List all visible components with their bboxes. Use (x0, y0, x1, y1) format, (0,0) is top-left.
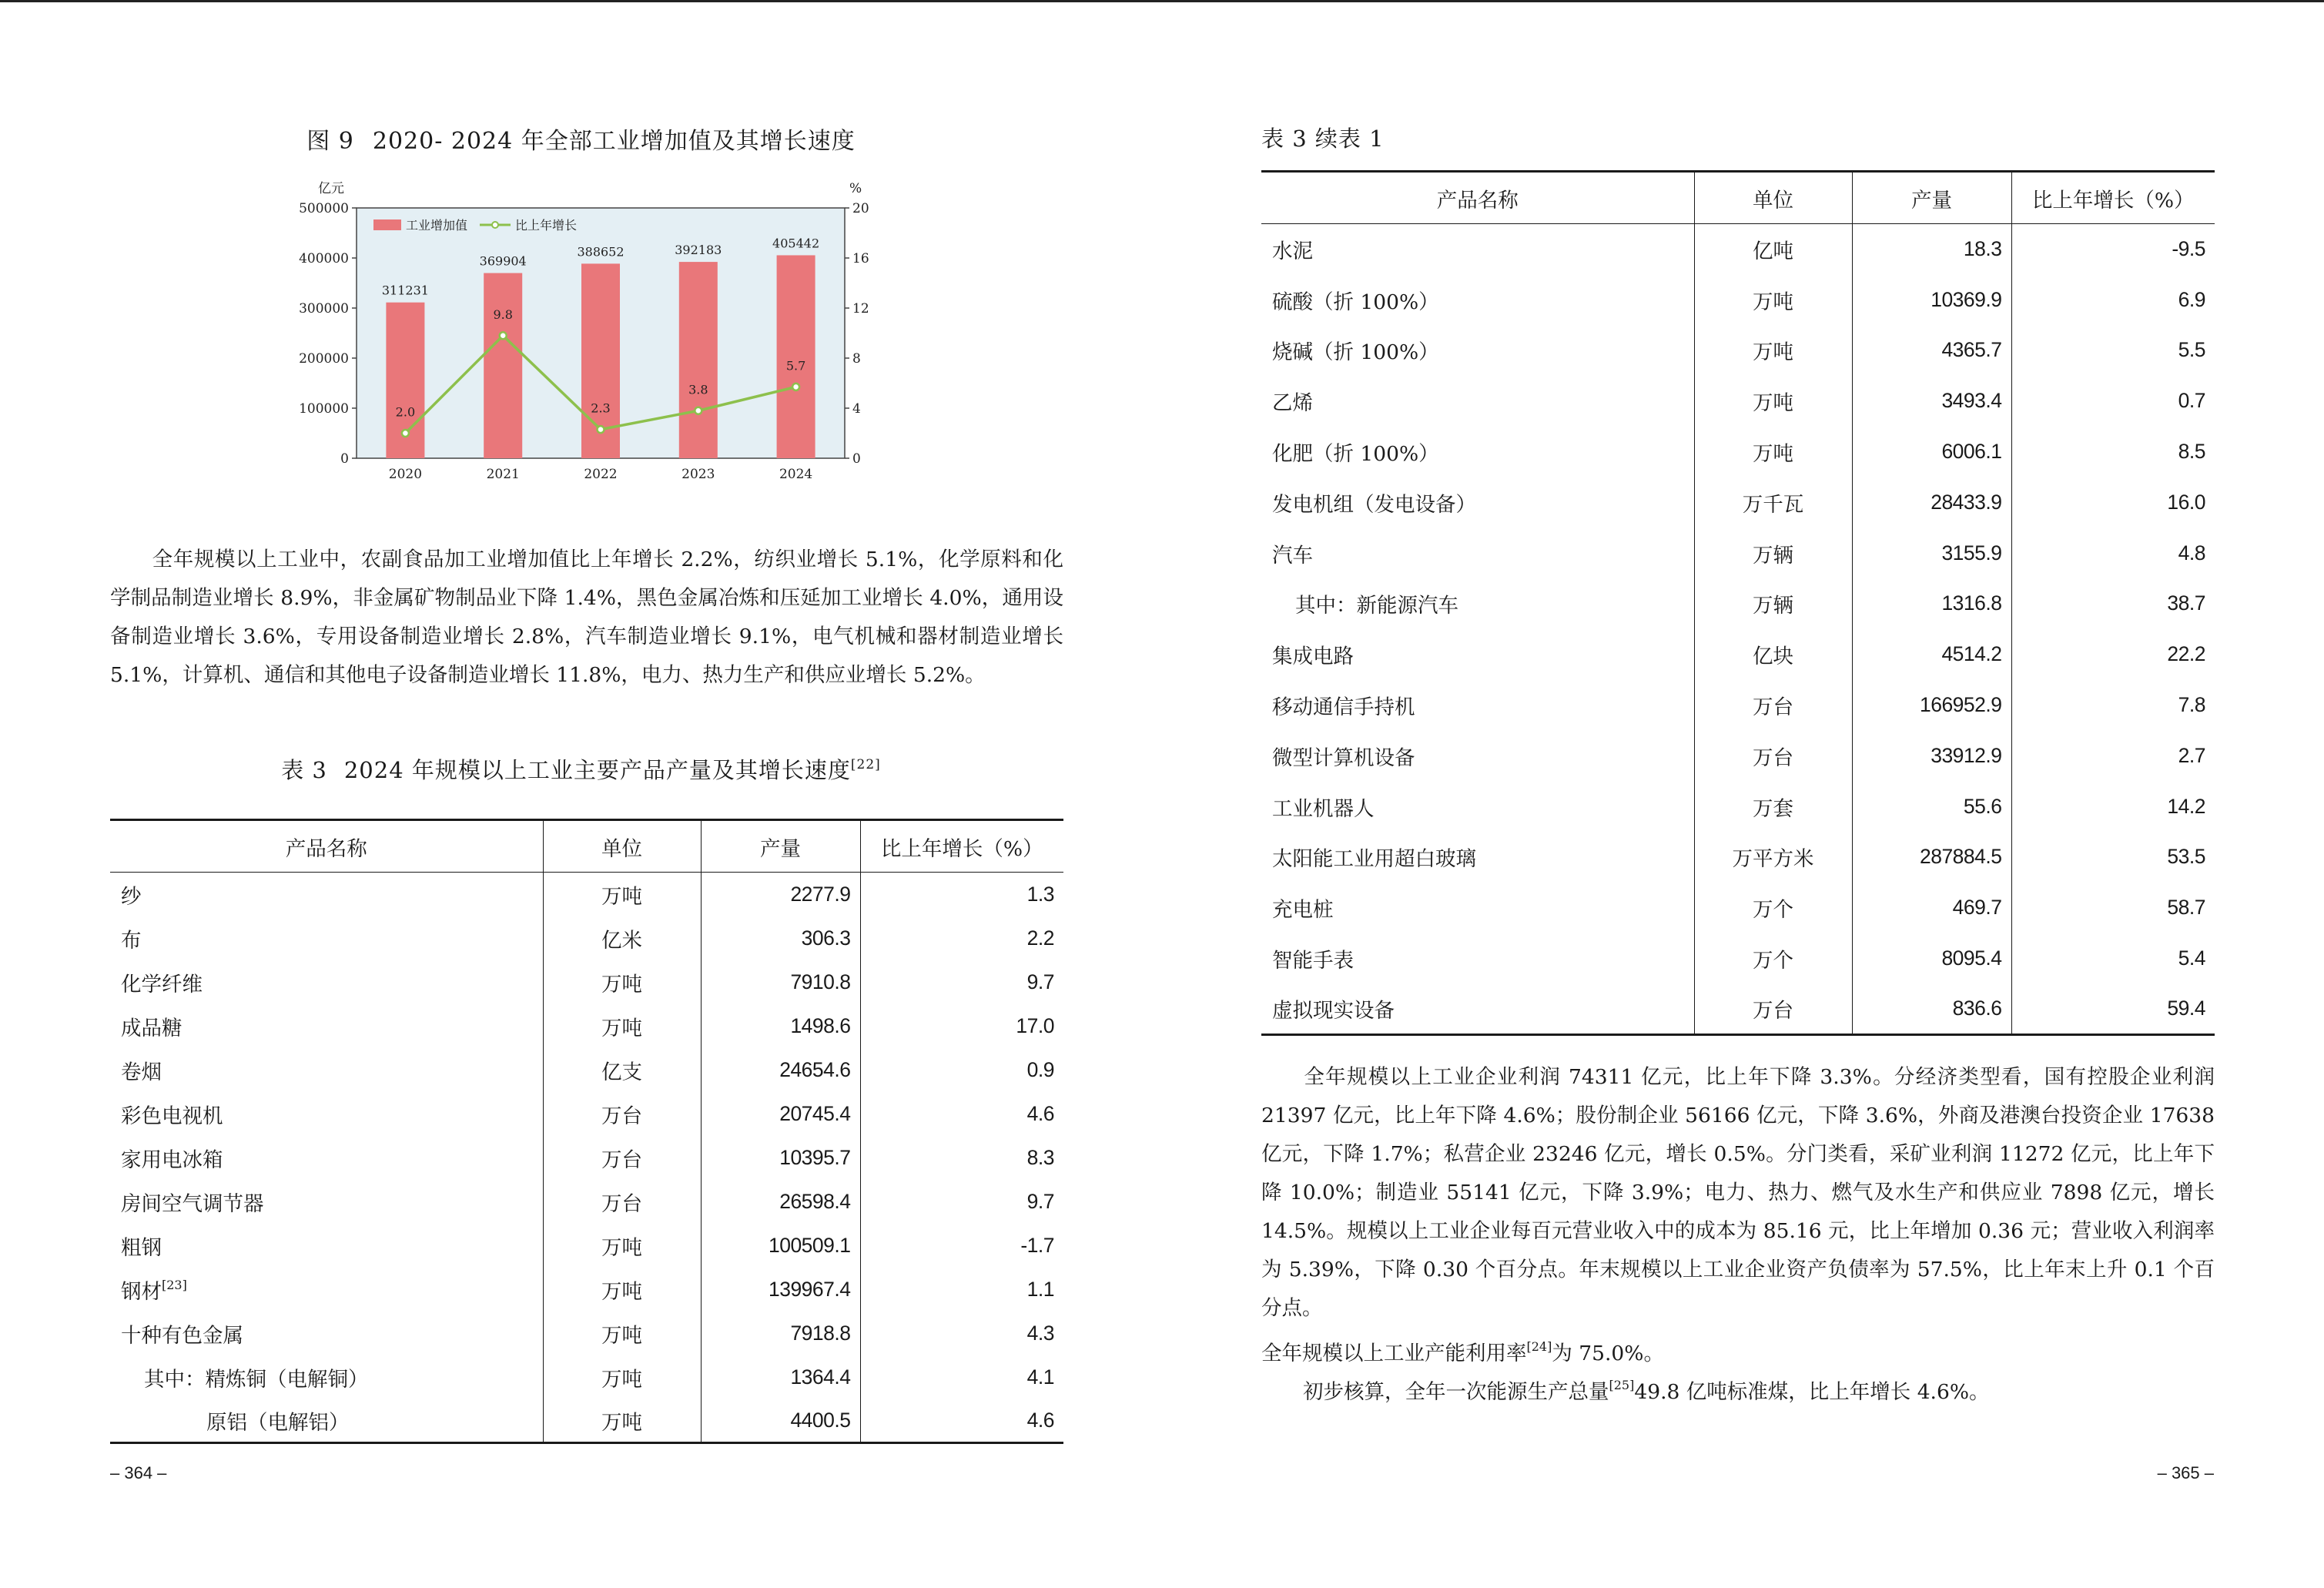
cell-growth: 9.7 (860, 960, 1063, 1004)
cell-output: 166952.9 (1852, 680, 2011, 731)
product-name: 家用电冰箱 (121, 1147, 223, 1172)
cell-growth: 9.7 (860, 1180, 1063, 1224)
product-name: 纱 (121, 884, 142, 909)
table3-title (0, 753, 1162, 785)
cell-product-name (1261, 730, 1694, 781)
cell-product-name (110, 1092, 543, 1136)
cell-unit: 万台 (543, 1136, 701, 1180)
cell-output: 24654.6 (701, 1048, 860, 1092)
product-name: 硫酸（折 100%） (1272, 290, 1439, 314)
cell-growth: 1.1 (860, 1268, 1063, 1312)
figure-title (0, 122, 1162, 156)
growth-point-2021 (500, 332, 507, 339)
table-row (1261, 883, 2215, 933)
cell-product-name (110, 1180, 543, 1224)
cell-product-name (1261, 781, 1694, 832)
cell-unit: 亿支 (543, 1048, 701, 1092)
cell-output: 7910.8 (701, 960, 860, 1004)
table-row (1261, 781, 2215, 832)
cell-unit: 万吨 (543, 873, 701, 916)
y2-tick-label: 0 (852, 451, 861, 467)
cell-unit: 万台 (1694, 680, 1852, 731)
product-name: 原铝（电解铝） (206, 1410, 350, 1435)
cell-growth: -1.7 (860, 1224, 1063, 1268)
product-name: 彩色电视机 (121, 1104, 223, 1128)
page-number-right: – 365 – (2157, 1463, 2214, 1482)
cell-product-name (1261, 680, 1694, 731)
table-row (1261, 933, 2215, 984)
header-unit: 单位 (1694, 172, 1852, 224)
cell-unit: 万吨 (543, 1268, 701, 1312)
product-name: 房间空气调节器 (121, 1191, 264, 1216)
cell-growth: 22.2 (2011, 629, 2215, 680)
cell-product-name (1261, 528, 1694, 578)
header-growth: 比上年增长（%） (860, 820, 1063, 873)
growth-point-2023 (695, 407, 702, 414)
cell-unit: 万吨 (543, 1399, 701, 1443)
y-tick-label: 300000 (299, 301, 349, 317)
cell-growth: 5.5 (2011, 325, 2215, 376)
cell-growth: 17.0 (860, 1004, 1063, 1048)
cell-unit: 万千瓦 (1694, 477, 1852, 528)
cell-product-name (110, 1268, 543, 1312)
legend-bar-swatch (373, 219, 401, 230)
cell-growth: 1.3 (860, 873, 1063, 916)
energy-footnote: [25] (1609, 1378, 1635, 1392)
y-tick-label: 500000 (299, 201, 349, 216)
product-name: 粗钢 (121, 1235, 162, 1260)
cell-growth: 4.6 (860, 1399, 1063, 1443)
cell-product-name (110, 1048, 543, 1092)
cell-product-name (1261, 578, 1694, 629)
product-name: 乙烯 (1272, 391, 1313, 416)
cell-growth: 2.7 (2011, 730, 2215, 781)
cell-growth: 16.0 (2011, 477, 2215, 528)
table3-title-text: 2024 年规模以上工业主要产品产量及其增长速度 (343, 757, 851, 783)
product-name: 移动通信手持机 (1272, 695, 1415, 720)
table-row (1261, 325, 2215, 376)
table3-title-prefix: 表 3 (281, 757, 327, 783)
table-row (1261, 376, 2215, 427)
industry-value-chart (299, 176, 897, 491)
product-name: 其中：精炼铜（电解铜） (144, 1367, 369, 1392)
cell-unit: 万套 (1694, 781, 1852, 832)
table-row (110, 873, 1063, 916)
paragraph-energy-before: 初步核算，全年一次能源生产总量 (1303, 1380, 1609, 1404)
cell-output: 4365.7 (1852, 325, 2011, 376)
growth-label-2020: 2.0 (395, 404, 416, 420)
table-row (110, 1312, 1063, 1355)
product-name: 太阳能工业用超白玻璃 (1272, 847, 1476, 872)
bar-2021 (484, 273, 522, 458)
header-growth: 比上年增长（%） (2011, 172, 2215, 224)
cell-output: 10369.9 (1852, 274, 2011, 325)
product-name: 钢材 (121, 1279, 162, 1304)
cell-output: 33912.9 (1852, 730, 2011, 781)
product-name: 烧碱（折 100%） (1272, 340, 1439, 365)
cell-unit: 万吨 (543, 960, 701, 1004)
paragraph-energy-after: 49.8 亿吨标准煤，比上年增长 4.6%。 (1634, 1380, 1990, 1404)
table-row (110, 960, 1063, 1004)
cell-output: 1498.6 (701, 1004, 860, 1048)
product-name: 汽车 (1272, 543, 1313, 568)
cell-growth: 4.8 (2011, 528, 2215, 578)
cell-product-name (110, 1136, 543, 1180)
cell-growth: 58.7 (2011, 883, 2215, 933)
cell-unit: 万吨 (1694, 274, 1852, 325)
y-axis-unit: 亿元 (318, 181, 344, 196)
cell-output: 28433.9 (1852, 477, 2011, 528)
table-row (1261, 578, 2215, 629)
table-row (1261, 730, 2215, 781)
y-tick-label: 200000 (299, 351, 349, 367)
paragraph-profits (1261, 1058, 2215, 1373)
cell-output: 7918.8 (701, 1312, 860, 1355)
header-unit: 单位 (543, 820, 701, 873)
y-tick-label: 400000 (299, 251, 349, 266)
cell-product-name (110, 1312, 543, 1355)
table3-products (110, 819, 1063, 1444)
product-name: 智能手表 (1272, 949, 1354, 973)
cell-growth: 5.4 (2011, 933, 2215, 984)
cell-unit: 万平方米 (1694, 832, 1852, 883)
cell-unit: 万台 (1694, 730, 1852, 781)
cell-unit: 万台 (543, 1092, 701, 1136)
cell-output: 836.6 (1852, 983, 2011, 1034)
cell-product-name (110, 873, 543, 916)
x-tick-label-2024: 2024 (779, 467, 813, 482)
paragraph-industry-growth-text: 全年规模以上工业中，农副食品加工业增加值比上年增长 2.2%，纺织业增长 5.1%，化学原料和化学制品制造业增长 8.9%，非金属矿物制品业下降 1.4%，黑色金属冶炼和压延加工业增长 4.0%，通用设备制造业增长 3.6%，专用设备制造业增长 2.8%，汽车制造业增长 9.1%，电气机械和器材制造业增长 5.1%，计算机、通信和其他电子设备制造业增长 11.8%，电力、热力生产和供应业增长 5.2%。 (110, 548, 1063, 687)
y-tick-label: 100000 (299, 401, 349, 417)
cell-product-name (110, 1004, 543, 1048)
paragraph-profits-text: 全年规模以上工业企业利润 74311 亿元，比上年下降 3.3%。分经济类型看，国有控股企业利润 21397 亿元，比上年下降 4.6%；股份制企业 56166 亿元，下降 3.6%，外商及港澳台投资企业 17638 亿元，下降 1.7%；私营企业 23246 亿元，增长 0.5%。分门类看，采矿业利润 11272 亿元，比上年下降 10.0%；制造业 55141 亿元，下降 3.9%；电力、热力、燃气及水生产和供应业 7898 亿元，增长 14.5%。规模以上工业企业每百元营业收入中的成本为 85.16 元，比上年增加 0.36 元；营业收入利润率为 5.39%，下降 0.30 个百分点。年末规模以上工业企业资产负债率为 57.5%，比上年末上升 0.1 个百分点。 (1261, 1065, 2215, 1320)
product-name: 成品糖 (121, 1016, 183, 1040)
cell-growth: 4.1 (860, 1355, 1063, 1399)
y-tick-label: 0 (340, 451, 349, 467)
cell-output: 287884.5 (1852, 832, 2011, 883)
table-row (110, 1224, 1063, 1268)
cell-product-name (110, 960, 543, 1004)
growth-point-2020 (402, 430, 409, 437)
cell-product-name (1261, 274, 1694, 325)
cell-unit: 万吨 (1694, 376, 1852, 427)
capacity-footnote: [24] (1526, 1339, 1552, 1354)
cell-output: 6006.1 (1852, 427, 2011, 477)
table-row (110, 1048, 1063, 1092)
cell-product-name (1261, 325, 1694, 376)
product-name: 化肥（折 100%） (1272, 442, 1439, 467)
bar-label-2024: 405442 (772, 236, 820, 251)
table3-continued-products (1261, 170, 2215, 1036)
cell-unit: 万台 (1694, 983, 1852, 1034)
table3-title-note: [22] (850, 757, 881, 772)
table-row (1261, 983, 2215, 1034)
cell-output: 139967.4 (701, 1268, 860, 1312)
growth-point-2022 (598, 426, 604, 433)
product-name: 化学纤维 (121, 972, 203, 997)
product-name: 其中：新能源汽车 (1295, 594, 1458, 618)
cell-unit: 万辆 (1694, 528, 1852, 578)
cell-product-name (1261, 883, 1694, 933)
x-tick-label-2020: 2020 (388, 467, 423, 482)
cell-product-name (1261, 629, 1694, 680)
product-name: 充电桩 (1272, 898, 1334, 923)
cell-product-name (1261, 224, 1694, 275)
header-product-name: 产品名称 (1261, 172, 1694, 224)
cell-growth: 7.8 (2011, 680, 2215, 731)
legend-line-label: 比上年增长 (515, 218, 578, 233)
table-row (1261, 427, 2215, 477)
x-tick-label-2021: 2021 (486, 467, 520, 482)
cell-unit: 万吨 (543, 1004, 701, 1048)
table-row (110, 1136, 1063, 1180)
right-page (1162, 0, 2324, 1588)
header-product-name: 产品名称 (110, 820, 543, 873)
table-row (1261, 274, 2215, 325)
paragraph-industry-growth (110, 541, 1063, 695)
cell-output: 10395.7 (701, 1136, 860, 1180)
header-output: 产量 (701, 820, 860, 873)
cell-growth: 8.3 (860, 1136, 1063, 1180)
table-row (1261, 528, 2215, 578)
product-name: 微型计算机设备 (1272, 745, 1415, 770)
product-name: 工业机器人 (1272, 796, 1375, 821)
cell-growth: -9.5 (2011, 224, 2215, 275)
product-name: 十种有色金属 (121, 1323, 243, 1348)
cell-output: 1364.4 (701, 1355, 860, 1399)
cell-product-name (1261, 832, 1694, 883)
bar-label-2021: 369904 (479, 253, 527, 269)
cell-output: 8095.4 (1852, 933, 2011, 984)
cell-unit: 万个 (1694, 933, 1852, 984)
table-row (1261, 224, 2215, 275)
cell-output: 18.3 (1852, 224, 2011, 275)
y2-tick-label: 20 (852, 201, 869, 216)
cell-growth: 4.3 (860, 1312, 1063, 1355)
cell-product-name (1261, 933, 1694, 984)
cell-growth: 8.5 (2011, 427, 2215, 477)
x-tick-label-2022: 2022 (584, 467, 618, 482)
figure-title-prefix: 图 9 (306, 128, 354, 155)
y2-axis-unit: % (849, 181, 862, 196)
table-row (110, 916, 1063, 960)
cell-product-name (1261, 427, 1694, 477)
table-row (1261, 680, 2215, 731)
cell-output: 26598.4 (701, 1180, 860, 1224)
cell-output: 4400.5 (701, 1399, 860, 1443)
bar-2024 (777, 255, 815, 458)
cell-growth: 53.5 (2011, 832, 2215, 883)
page-number-left: – 364 – (110, 1463, 167, 1482)
product-name: 水泥 (1272, 240, 1313, 264)
x-tick-label-2023: 2023 (681, 467, 715, 482)
cell-product-name (1261, 983, 1694, 1034)
cell-unit: 万台 (543, 1180, 701, 1224)
table3-continued-title: 表 3 续表 1 (1261, 126, 1385, 152)
cell-product-name (110, 1399, 543, 1443)
growth-label-2022: 2.3 (591, 400, 611, 416)
growth-label-2023: 3.8 (688, 382, 708, 397)
table-row (110, 1355, 1063, 1399)
product-name: 布 (121, 928, 142, 953)
cell-output: 4514.2 (1852, 629, 2011, 680)
cell-growth: 0.7 (2011, 376, 2215, 427)
table-header-row (1261, 172, 2215, 224)
table-row (110, 1399, 1063, 1443)
cell-growth: 4.6 (860, 1092, 1063, 1136)
cell-unit: 万吨 (543, 1312, 701, 1355)
cell-unit: 亿块 (1694, 629, 1852, 680)
growth-point-2024 (792, 384, 799, 390)
y2-tick-label: 12 (852, 301, 869, 317)
paragraph-capacity-before: 全年规模以上工业产能利用率 (1261, 1342, 1527, 1365)
cell-growth: 2.2 (860, 916, 1063, 960)
cell-product-name (1261, 477, 1694, 528)
table-row (1261, 832, 2215, 883)
cell-output: 100509.1 (701, 1224, 860, 1268)
cell-growth: 14.2 (2011, 781, 2215, 832)
cell-product-name (110, 916, 543, 960)
table-row (1261, 629, 2215, 680)
cell-growth: 38.7 (2011, 578, 2215, 629)
product-name: 发电机组（发电设备） (1272, 492, 1476, 517)
cell-output: 3155.9 (1852, 528, 2011, 578)
cell-product-name (1261, 376, 1694, 427)
table-row (110, 1180, 1063, 1224)
paragraph-energy (1261, 1366, 2215, 1412)
y2-tick-label: 16 (852, 251, 869, 266)
cell-product-name (110, 1355, 543, 1399)
cell-output: 2277.9 (701, 873, 860, 916)
cell-output: 3493.4 (1852, 376, 2011, 427)
cell-unit: 万个 (1694, 883, 1852, 933)
cell-output: 55.6 (1852, 781, 2011, 832)
figure-title-text: 2020- 2024 年全部工业增加值及其增长速度 (372, 128, 856, 155)
cell-output: 469.7 (1852, 883, 2011, 933)
cell-output: 306.3 (701, 916, 860, 960)
paragraph-capacity-after: 为 75.0%。 (1552, 1342, 1664, 1365)
cell-unit: 万辆 (1694, 578, 1852, 629)
legend-line-marker (492, 222, 498, 228)
cell-unit: 万吨 (543, 1224, 701, 1268)
cell-output: 20745.4 (701, 1092, 860, 1136)
table-header-row (110, 820, 1063, 873)
cell-unit: 万吨 (1694, 325, 1852, 376)
cell-growth: 0.9 (860, 1048, 1063, 1092)
header-output: 产量 (1852, 172, 2011, 224)
bar-label-2022: 388652 (577, 244, 625, 260)
y2-tick-label: 8 (852, 351, 861, 367)
legend-bar-label: 工业增加值 (406, 218, 468, 233)
cell-unit: 万吨 (543, 1355, 701, 1399)
cell-unit: 亿吨 (1694, 224, 1852, 275)
product-name: 卷烟 (121, 1060, 162, 1084)
cell-unit: 亿米 (543, 916, 701, 960)
cell-output: 1316.8 (1852, 578, 2011, 629)
cell-product-name (110, 1224, 543, 1268)
bar-label-2023: 392183 (675, 243, 722, 258)
table-row (110, 1092, 1063, 1136)
table-row (110, 1268, 1063, 1312)
product-name: 集成电路 (1272, 645, 1354, 669)
bar-label-2020: 311231 (381, 283, 429, 298)
table-row (110, 1004, 1063, 1048)
cell-unit: 万吨 (1694, 427, 1852, 477)
table-row (1261, 477, 2215, 528)
product-name: 虚拟现实设备 (1272, 999, 1395, 1023)
growth-label-2021: 9.8 (493, 307, 513, 322)
product-footnote: [23] (162, 1277, 187, 1292)
bar-2023 (679, 262, 718, 458)
cell-growth: 6.9 (2011, 274, 2215, 325)
growth-label-2024: 5.7 (785, 358, 806, 374)
cell-growth: 59.4 (2011, 983, 2215, 1034)
y2-tick-label: 4 (852, 401, 861, 417)
